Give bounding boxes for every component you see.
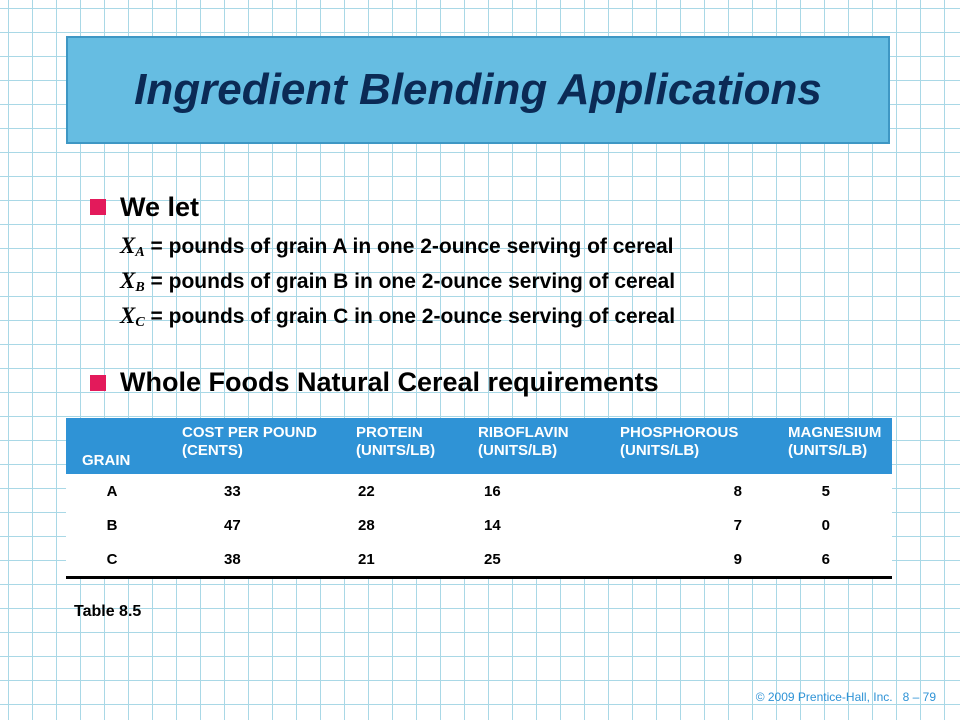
table-cell: 5 bbox=[768, 474, 892, 508]
header-grain: GRAIN bbox=[66, 418, 158, 474]
header-cost: COST PER POUND (CENTS) bbox=[158, 418, 334, 474]
definition-xc bbox=[120, 303, 675, 331]
table-row bbox=[66, 508, 892, 542]
header-protein: PROTEIN (UNITS/LB) bbox=[334, 418, 460, 474]
table-cell: 22 bbox=[334, 474, 460, 508]
table-cell: 6 bbox=[768, 542, 892, 578]
copyright-text: © 2009 Prentice-Hall, Inc. bbox=[755, 690, 893, 704]
header-riboflavin: RIBOFLAVIN (UNITS/LB) bbox=[460, 418, 600, 474]
header-magnesium: MAGNESIUM (UNITS/LB) bbox=[768, 418, 892, 474]
variable-xa: $X_A$ bbox=[120, 233, 145, 260]
table-cell: 16 bbox=[460, 474, 600, 508]
variable-xc: $X_C$ bbox=[120, 303, 145, 330]
bullet-marker-1 bbox=[90, 199, 106, 215]
table-cell: 7 bbox=[600, 508, 768, 542]
table-cell: 9 bbox=[600, 542, 768, 578]
table-cell: 25 bbox=[460, 542, 600, 578]
table-cell: 38 bbox=[158, 542, 334, 578]
table-cell: 8 bbox=[600, 474, 768, 508]
bullet-marker-2 bbox=[90, 375, 106, 391]
bullet-requirements: Whole Foods Natural Cereal requirements bbox=[120, 367, 659, 397]
table-caption: Table 8.5 bbox=[74, 603, 142, 620]
definition-xa-text: = pounds of grain A in one 2-ounce serving of cereal bbox=[150, 235, 674, 258]
slide-title: Ingredient Blending Applications bbox=[134, 65, 822, 114]
grain-table bbox=[66, 418, 892, 579]
table-cell: 14 bbox=[460, 508, 600, 542]
table-row bbox=[66, 474, 892, 508]
table-cell: 33 bbox=[158, 474, 334, 508]
page-number: 8 – 79 bbox=[902, 690, 936, 704]
definition-xb bbox=[120, 268, 675, 296]
table-cell: B bbox=[66, 508, 158, 542]
table-cell: 28 bbox=[334, 508, 460, 542]
table-row bbox=[66, 542, 892, 578]
definition-xa bbox=[120, 233, 673, 261]
table-header-row bbox=[66, 418, 892, 474]
slide-footer bbox=[756, 690, 936, 704]
table-cell: 21 bbox=[334, 542, 460, 578]
title-banner bbox=[66, 36, 890, 144]
table-cell: A bbox=[66, 474, 158, 508]
definition-xc-text: = pounds of grain C in one 2-ounce serving of cereal bbox=[150, 305, 676, 328]
variable-xb: $X_B$ bbox=[120, 268, 145, 295]
table-cell: 0 bbox=[768, 508, 892, 542]
header-phosphorous: PHOSPHOROUS (UNITS/LB) bbox=[600, 418, 768, 474]
table-cell: C bbox=[66, 542, 158, 578]
table-cell: 47 bbox=[158, 508, 334, 542]
definition-xb-text: = pounds of grain B in one 2-ounce serving of cereal bbox=[150, 270, 676, 293]
bullet-we-let: We let bbox=[120, 192, 200, 222]
